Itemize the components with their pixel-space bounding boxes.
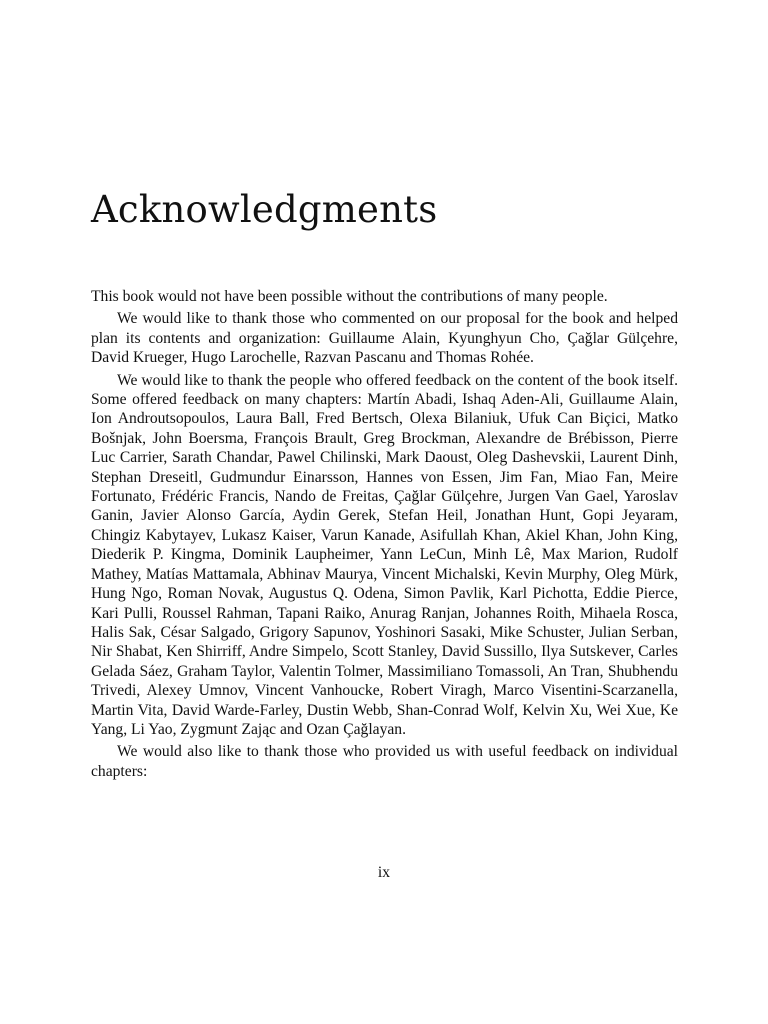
acknowledgments-body (91, 287, 678, 784)
paragraph-content-feedback: We would like to thank the people who offered feedback on the content of the book itself. Some offered feedback on many chapters: Martín Abadi, Ishaq Aden-Ali, Guillaume Alain, Ion Androutsopoulos, Laura Ball, Fred Bertsch, Olexa Bilaniuk, Ufuk Can Biçici, Matko Bošnjak, John Boersma, François Brault, Greg Brockman, Alexandre de Brébisson, Pierre Luc Carrier, Sarath Chandar, Pawel Chilinski, Mark Daoust, Oleg Dashevskii, Laurent Dinh, Stephan Dreseitl, Gudmundur Einarsson, Hannes von Essen, Jim Fan, Miao Fan, Meire Fortunato, Frédéric Francis, Nando de Freitas, Çağlar Gülçehre, Jurgen Van Gael, Yaroslav Ganin, Javier Alonso García, Aydin Gerek, Stefan Heil, Jonathan Hunt, Gopi Jeyaram, Chingiz Kabytayev, Lukasz Kaiser, Varun Kanade, Asifullah Khan, Akiel Khan, John King, Diederik P. Kingma, Dominik Laupheimer, Yann LeCun, Minh Lê, Max Marion, Rudolf Mathey, Matías Mattamala, Abhinav Maurya, Vincent Michalski, Kevin Murphy, Oleg Mürk, Hung Ngo, Roman Novak, Augustus Q. Odena, Simon Pavlik, Karl Pichotta, Eddie Pierce, Kari Pulli, Roussel Rahman, Tapani Raiko, Anurag Ranjan, Johannes Roith, Mihaela Rosca, Halis Sak, César Salgado, Grigory Sapunov, Yoshinori Sasaki, Mike Schuster, Julian Serban, Nir Shabat, Ken Shirriff, Andre Simpelo, Scott Stanley, David Sussillo, Ilya Sutskever, Carles Gelada Sáez, Graham Taylor, Valentin Tolmer, Massimiliano Tomassoli, An Tran, Shubhendu Trivedi, Alexey Umnov, Vincent Vanhoucke, Robert Viragh, Marco Visentini-Scarzanella, Martin Vita, David Warde-Farley, Dustin Webb, Shan-Conrad Wolf, Kelvin Xu, Wei Xue, Ke Yang, Li Yao, Zygmunt Zając and Ozan Çağlayan. (91, 371, 678, 738)
paragraph-proposal-thanks: We would like to thank those who commented on our proposal for the book and helped plan its contents and organization: Guillaume Alain, Kyunghyun Cho, Çağlar Gülçehre, David Krueger, Hugo Larochelle, Razvan Pascanu and Thomas Rohée. (91, 310, 678, 367)
paragraph-chapter-feedback: We would also like to thank those who provided us with useful feedback on individual chapters: (91, 743, 678, 780)
page-number: ix (377, 864, 391, 881)
paragraph-intro: This book would not have been possible without the contributions of many people. (91, 288, 608, 305)
chapter-title: Acknowledgments (91, 188, 438, 231)
